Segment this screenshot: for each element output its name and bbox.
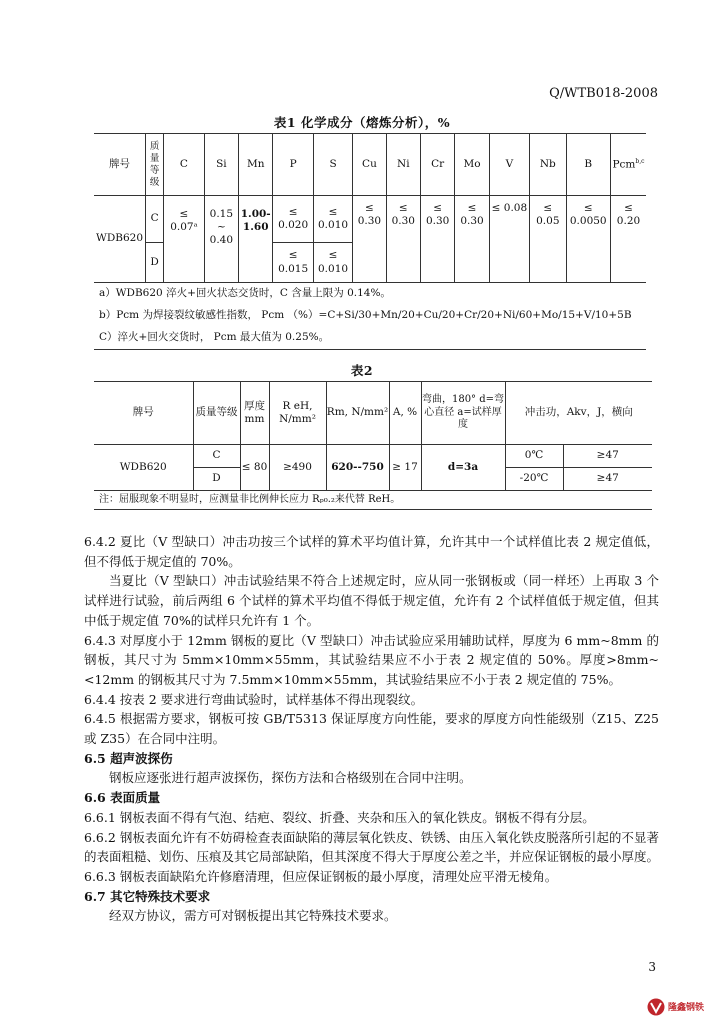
standard-number: Q/WTB018-2008 xyxy=(549,86,658,101)
para-6-6-2: 6.6.2 钢板表面允许有不妨碍检查表面缺陷的薄层氧化铁皮、铁锈、由压入氧化铁皮脱落所引起的不显著的表面粗糙、划伤、压痕及其它局部缺陷，但其深度不得大于厚度公差之半，并应保证钢板的最小厚度。 xyxy=(84,829,660,865)
heading-6-5: 6.5 超声波探伤 xyxy=(84,750,173,766)
para-6-5: 钢板应逐张进行超声波探伤，探伤方法和合格级别在合同中注明。 xyxy=(109,770,472,786)
t2-impact-value-1: ≥47 xyxy=(563,468,652,491)
table2-title: 表2 xyxy=(350,363,374,378)
th2-reh: R eH, N/mm² xyxy=(269,382,326,445)
para-6-6-3: 6.6.3 钢板表面缺陷允许修磨清理，但应保证钢板的最小厚度，清理处应平滑无棱角。 xyxy=(84,868,558,884)
para-6-4-5: 6.4.5 根据需方要求，钢板可按 GB/T5313 保证厚度方向性能，要求的厚度方向性能级别（Z15、Z25 或 Z35）在合同中注明。 xyxy=(84,711,659,747)
t2-impact-value-0: ≥47 xyxy=(563,445,652,468)
table1-note-a: a）WDB620 淬火+回火状态交货时，C 含量上限为 0.14%。 xyxy=(94,283,646,306)
t2-impact-temp-1: -20℃ xyxy=(505,468,563,491)
th-si: Si xyxy=(204,134,238,196)
p-value-c: ≤ 0.020 xyxy=(273,196,313,243)
mn-value: 1.00- 1.60 xyxy=(239,196,273,283)
t2-rm: 620--750 xyxy=(326,445,389,491)
th-c: C xyxy=(164,134,204,196)
si-value: 0.15 ~ 0.40 xyxy=(204,196,238,283)
table1-title: 表1 化学成分（熔炼分析），% xyxy=(273,115,451,130)
th2-a: A, % xyxy=(389,382,421,445)
para-6-4-2: 6.4.2 夏比（V 型缺口）冲击功按三个试样的算术平均值计算，允许其中一个试样值比表 2 规定值低，但不得低于规定值的 70%。 xyxy=(84,534,659,569)
t2-level-d: D xyxy=(193,468,240,491)
v-value: ≤ 0.08 xyxy=(489,196,529,283)
th-pcm: Pcm$^{b,c}$ xyxy=(610,134,646,196)
logo-icon xyxy=(646,996,710,1018)
level-c: C xyxy=(146,196,164,243)
t2-bend: d=3a xyxy=(421,445,505,491)
th-b: B xyxy=(566,134,610,196)
heading-6-7: 6.7 其它特殊技术要求 xyxy=(84,888,211,904)
table1-note-b: b）Pcm 为焊接裂纹敏感性指数， Pcm （%）=C+Si/30+Mn/20+Cu/20+Cr/20+Ni/60+Mo/15+V/10+5B xyxy=(99,309,632,322)
page-number: 3 xyxy=(648,960,656,974)
t2-level-c: C xyxy=(193,445,240,468)
para-6-6-1: 6.6.1 钢板表面不得有气泡、结疤、裂纹、折叠、夹杂和压入的氧化铁皮。钢板不得有分层。 xyxy=(84,809,595,825)
t2-reh: ≥490 xyxy=(269,445,326,491)
s-value-c: ≤ 0.010 xyxy=(313,196,352,243)
p-value-d: ≤ 0.015 xyxy=(273,243,313,283)
t2-thickness: ≤ 80 xyxy=(240,445,269,491)
th-mo: Mo xyxy=(455,134,489,196)
t2-a: ≥ 17 xyxy=(389,445,421,491)
c-value: ≤ 0.07ᵃ xyxy=(164,196,204,283)
th-mn: Mn xyxy=(239,134,273,196)
b-value: ≤ 0.0050 xyxy=(566,196,610,283)
th-p: P xyxy=(273,134,313,196)
th-v: V xyxy=(489,134,529,196)
level-d: D xyxy=(146,243,164,283)
s-value-d: ≤ 0.010 xyxy=(313,243,352,283)
th-cr: Cr xyxy=(420,134,454,196)
th-s: S xyxy=(313,134,352,196)
para-6-4-3: 6.4.3 对厚度小于 12mm 钢板的夏比（V 型缺口）冲击试验应采用辅助试样，厚度为 6 mm~8mm 的钢板，其尺寸为 5mm×10mm×55mm，其试验结果应不小于表 2 规定值的 50%。厚度>8mm~<12mm 的钢板其尺寸为 7.5mm×10mm×55mm，其试验结果应不小于表 2 规定值的 75%。 xyxy=(84,632,659,687)
th-ni: Ni xyxy=(386,134,420,196)
th-level: 质量等级 xyxy=(146,134,164,196)
company-logo xyxy=(646,996,710,1018)
th2-bend: 弯曲，180° d=弯心直径 a=试样厚度 xyxy=(421,382,505,445)
para-6-4-2-cont: 当夏比（V 型缺口）冲击试验结果不符合上述规定时，应从同一张钢板或（同一样坯）上再取 3 个试样进行试验，前后两组 6 个试样的算术平均值不得低于规定值，允许有 2 个试样值低于规定值，但其中低于规定值 70%的试样只允许有 1 个。 xyxy=(84,573,659,628)
clause-text xyxy=(84,532,659,926)
nb-value: ≤ 0.05 xyxy=(530,196,566,283)
cr-value: ≤ 0.30 xyxy=(420,196,454,283)
para-6-4-4: 6.4.4 按表 2 要求进行弯曲试验时，试样基体不得出现裂纹。 xyxy=(84,691,424,707)
t2-impact-temp-0: 0℃ xyxy=(505,445,563,468)
th-grade: 牌号 xyxy=(94,134,146,196)
th-cu: Cu xyxy=(353,134,386,196)
mechanical-properties-table xyxy=(94,381,652,510)
th2-thickness: 厚度mm xyxy=(240,382,269,445)
chemical-composition-table xyxy=(94,133,646,350)
logo-text: 隆鑫钢铁 xyxy=(668,1003,705,1013)
table2-note: 注：屈服现象不明显时，应测量非比例伸长应力 Rₚ₀.₂来代替 ReH。 xyxy=(94,491,652,510)
th-nb: Nb xyxy=(530,134,566,196)
th2-rm: Rm, N/mm² xyxy=(326,382,389,445)
para-6-7: 经双方协议，需方可对钢板提出其它特殊技术要求。 xyxy=(109,908,397,924)
grade-cell: WDB620 xyxy=(94,196,146,283)
th2-level: 质量等级 xyxy=(193,382,240,445)
th2-impact: 冲击功，Akv，J，横向 xyxy=(505,382,652,445)
t2-grade: WDB620 xyxy=(94,445,193,491)
mo-value: ≤ 0.30 xyxy=(455,196,489,283)
th2-grade: 牌号 xyxy=(94,382,193,445)
heading-6-6: 6.6 表面质量 xyxy=(84,790,161,806)
cu-value: ≤ 0.30 xyxy=(353,196,386,283)
ni-value: ≤ 0.30 xyxy=(386,196,420,283)
table1-note-c: C）淬火+回火交货时， Pcm 最大值为 0.25%。 xyxy=(94,327,646,350)
pcm-value: ≤ 0.20 xyxy=(610,196,646,283)
